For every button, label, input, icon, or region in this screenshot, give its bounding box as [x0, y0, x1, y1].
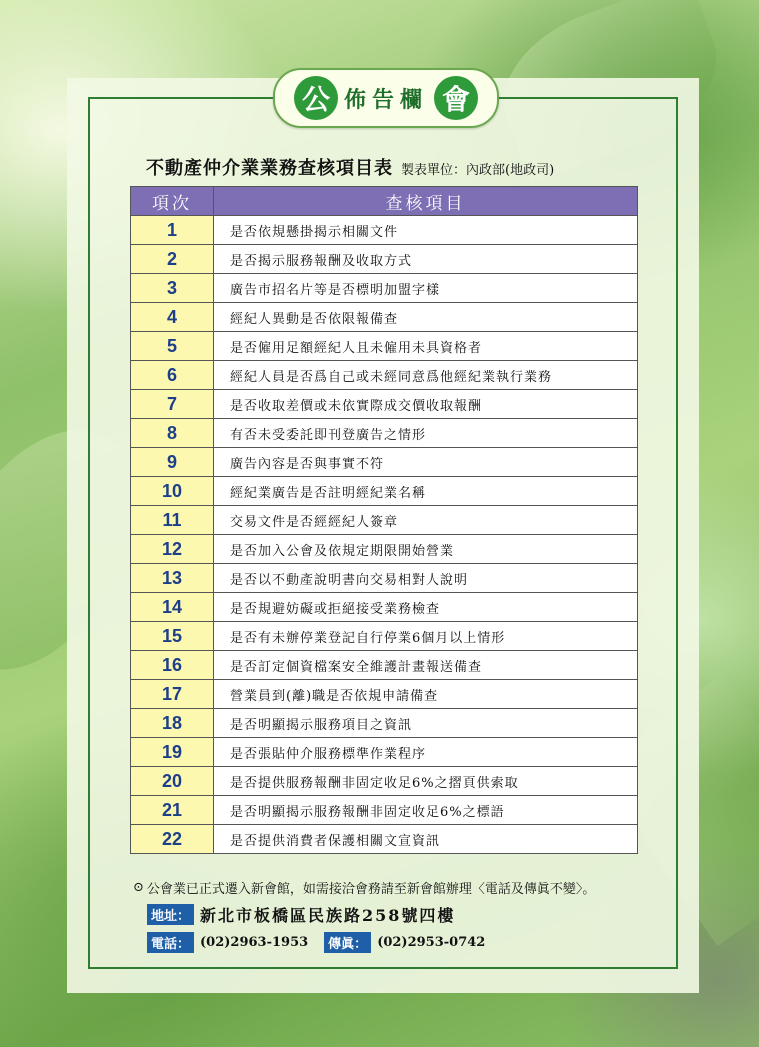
table-row: [131, 332, 638, 361]
row-item: 是否依規懸掛揭示相關文件: [214, 216, 638, 245]
row-number: 9: [131, 448, 214, 477]
notice-text: 公會業已正式遷入新會館，如需接洽會務請至新會館辦理〈電話及傳眞不變〉。: [146, 882, 596, 897]
fax-label: 傳眞：: [324, 932, 371, 953]
contact-line: [147, 932, 673, 953]
table-row: [131, 564, 638, 593]
address-value: 新北市板橋區民族路258號四樓: [200, 906, 456, 925]
table-row: [131, 477, 638, 506]
row-item: 是否訂定個資檔案安全維護計畫報送備查: [214, 651, 638, 680]
row-item: 廣告內容是否與事實不符: [214, 448, 638, 477]
table-header-row: [131, 187, 638, 216]
row-item: 是否僱用足額經紀人且未僱用未具資格者: [214, 332, 638, 361]
row-number: 14: [131, 593, 214, 622]
table-heading: [146, 154, 646, 180]
table-row: [131, 796, 638, 825]
page-subtitle: 製表單位：內政部(地政司): [401, 163, 555, 178]
row-number: 17: [131, 680, 214, 709]
table-row: [131, 361, 638, 390]
fax-value: (02)2953-0742: [377, 935, 486, 950]
row-item: 是否明顯揭示服務報酬非固定收足6%之標語: [214, 796, 638, 825]
row-number: 7: [131, 390, 214, 419]
address-label: 地址：: [147, 904, 194, 925]
row-number: 10: [131, 477, 214, 506]
row-number: 22: [131, 825, 214, 854]
footer: [133, 878, 673, 953]
row-item: 是否提供服務報酬非固定收足6%之摺頁供索取: [214, 767, 638, 796]
row-number: 21: [131, 796, 214, 825]
table-row: [131, 448, 638, 477]
table-row: [131, 274, 638, 303]
row-number: 13: [131, 564, 214, 593]
row-number: 2: [131, 245, 214, 274]
row-item: 經紀業廣告是否註明經紀業名稱: [214, 477, 638, 506]
table-row: [131, 216, 638, 245]
row-item: 是否收取差價或未依實際成交價收取報酬: [214, 390, 638, 419]
row-item: 經紀人員是否爲自己或未經同意爲他經紀業執行業務: [214, 361, 638, 390]
row-number: 20: [131, 767, 214, 796]
table-row: [131, 506, 638, 535]
row-item: 是否張貼仲介服務標準作業程序: [214, 738, 638, 767]
row-item: 有否未受委託即刊登廣告之情形: [214, 419, 638, 448]
row-item: 營業員到(離)職是否依規申請備查: [214, 680, 638, 709]
row-item: 是否有未辦停業登記自行停業6個月以上情形: [214, 622, 638, 651]
row-item: 是否明顯揭示服務項目之資訊: [214, 709, 638, 738]
table-row: [131, 680, 638, 709]
row-number: 8: [131, 419, 214, 448]
row-number: 19: [131, 738, 214, 767]
row-number: 16: [131, 651, 214, 680]
row-number: 12: [131, 535, 214, 564]
table-row: [131, 651, 638, 680]
table-row: [131, 738, 638, 767]
row-item: 交易文件是否經經紀人簽章: [214, 506, 638, 535]
badge-char-hui: 會: [434, 76, 478, 120]
column-header-item: 查核項目: [214, 187, 638, 216]
row-item: 是否提供消費者保護相關文宣資訊: [214, 825, 638, 854]
inspection-table: [130, 186, 638, 854]
row-item: 是否以不動產說明書向交易相對人說明: [214, 564, 638, 593]
table-row: [131, 390, 638, 419]
phone-value: (02)2963-1953: [200, 935, 309, 950]
row-number: 1: [131, 216, 214, 245]
row-item: 是否規避妨礙或拒絕接受業務檢查: [214, 593, 638, 622]
relocation-notice: [133, 878, 673, 897]
row-number: 5: [131, 332, 214, 361]
phone-label: 電話：: [147, 932, 194, 953]
page-title: 不動產仲介業業務查核項目表: [146, 158, 393, 179]
table-row: [131, 622, 638, 651]
table-body: [131, 216, 638, 854]
bulletin-badge: [273, 68, 499, 128]
badge-label: 佈告欄: [343, 87, 428, 113]
badge-char-gong: 公: [294, 76, 338, 120]
row-item: 經紀人異動是否依限報備查: [214, 303, 638, 332]
row-number: 4: [131, 303, 214, 332]
row-item: 是否揭示服務報酬及收取方式: [214, 245, 638, 274]
table-row: [131, 767, 638, 796]
row-number: 11: [131, 506, 214, 535]
row-number: 15: [131, 622, 214, 651]
table-row: [131, 303, 638, 332]
row-number: 18: [131, 709, 214, 738]
column-header-no: 項次: [131, 187, 214, 216]
row-item: 廣告市招名片等是否標明加盟字樣: [214, 274, 638, 303]
table-row: [131, 535, 638, 564]
table-row: [131, 245, 638, 274]
circle-dot-icon: ⊙: [133, 880, 144, 895]
row-number: 6: [131, 361, 214, 390]
table-row: [131, 419, 638, 448]
row-number: 3: [131, 274, 214, 303]
table-row: [131, 709, 638, 738]
table-row: [131, 825, 638, 854]
table-row: [131, 593, 638, 622]
address-line: [147, 903, 673, 926]
row-item: 是否加入公會及依規定期限開始營業: [214, 535, 638, 564]
